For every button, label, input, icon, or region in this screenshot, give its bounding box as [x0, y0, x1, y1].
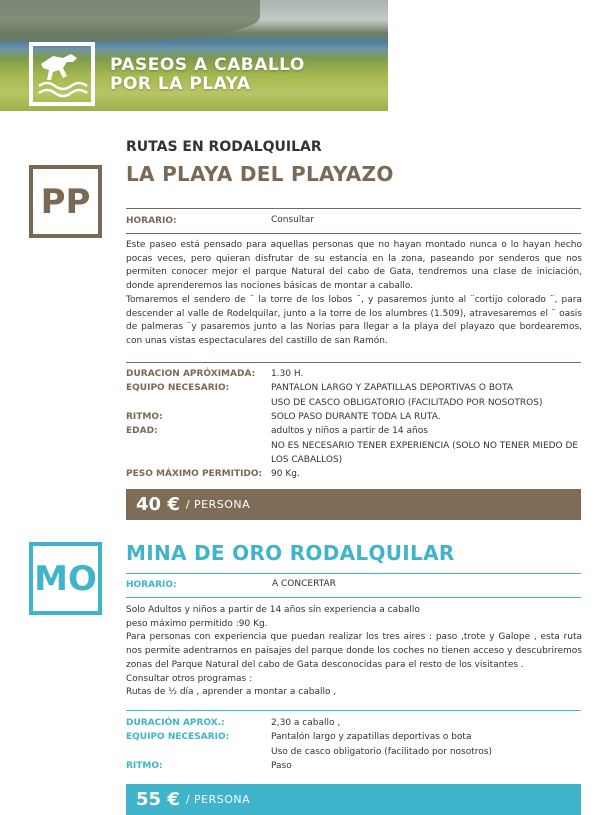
- route2-line: Solo Adultos y niños a partir de 14 años sin experiencia a caballo: [126, 605, 420, 615]
- header-title: [110, 56, 305, 94]
- section-title: RUTAS EN RODALQUILAR: [126, 139, 322, 155]
- route2-price-bar: [126, 784, 581, 815]
- detail-label: EQUIPO NECESARIO:: [126, 732, 230, 743]
- divider: [126, 233, 581, 234]
- detail-label: EDAD:: [126, 426, 158, 437]
- detail-value: 1.30 H.: [271, 369, 304, 379]
- horario-value: A CONCERTAR: [272, 579, 336, 589]
- header-banner: [0, 0, 388, 111]
- detail-label: RITMO:: [126, 411, 163, 422]
- route1-price-unit: / PERSONA: [185, 498, 251, 511]
- route1-title: LA PLAYA DEL PLAYAZO: [126, 162, 394, 186]
- horse-waves-icon: [29, 42, 95, 106]
- route2-badge: MO: [29, 542, 102, 615]
- header-title-line2: POR LA PLAYA: [110, 74, 251, 94]
- detail-value: USO DE CASCO OBLIGATORIO (FACILITADO POR NOSOTROS): [271, 397, 543, 408]
- detail-label: DURACION APRÓXIMADA:: [126, 369, 256, 379]
- divider: [126, 573, 581, 574]
- detail-label: RITMO:: [126, 760, 163, 771]
- detail-value: 90 Kg.: [271, 469, 300, 480]
- route2-title: MINA DE ORO RODALQUILAR: [126, 541, 455, 565]
- horario-label: HORARIO:: [126, 216, 177, 226]
- background-hill: [0, 0, 260, 42]
- route2-line: Rutas de ½ día , aprender a montar a caballo ,: [126, 687, 337, 698]
- detail-value: SOLO PASO DURANTE TODA LA RUTA.: [271, 411, 441, 422]
- detail-value: adultos y niños a partir de 14 años: [271, 426, 428, 437]
- detail-label: PESO MÁXIMO PERMITIDO:: [126, 469, 263, 480]
- route2-description: [126, 604, 582, 700]
- divider: [126, 710, 581, 711]
- route1-price: 40 €: [136, 494, 180, 515]
- route1-price-bar: [126, 489, 581, 520]
- route1-paragraph: Este paseo está pensado para aquellas personas que no hayan montado nunca o lo hayan hecho pocas veces, pero quieran disfrutar de su estancia en la zona, paseando por senderos que nos permiten conocer mejor el parque Natural del cabo de Gata, tendremos una clase de iniciación, donde aprenderemos las nociones básicas de montar a caballo.: [126, 240, 582, 292]
- detail-value: Uso de casco obligatorio (facilitado por nosotros): [271, 746, 492, 757]
- detail-value: LOS CABALLOS): [271, 454, 343, 465]
- route2-line: peso máximo permitido :90 Kg.: [126, 618, 268, 629]
- route1-description: [126, 239, 582, 349]
- route1-badge: PP: [29, 165, 102, 238]
- detail-value: PANTALON LARGO Y ZAPATILLAS DEPORTIVAS O BOTA: [271, 383, 513, 394]
- divider: [126, 208, 581, 209]
- route1-paragraph: Tomaremos el sendero de ¨ la torre de los lobos ¨, y pasaremos junto al ¨cortijo colorado ¨, para descender al valle de Rodelquilar, junto a la torre de los alumbres (1.509), atravesaremos el ¨ oasis de palmeras ¨y pasaremos junto a las Norias para llegar a la playa del playazo que bordearemos, con unas vistas espectaculares del castillo de san Ramón.: [126, 294, 582, 346]
- header-title-line1: PASEOS A CABALLO: [110, 55, 305, 75]
- divider: [126, 362, 581, 363]
- route2-price: 55 €: [136, 789, 180, 810]
- detail-value: 2,30 a caballo ,: [271, 718, 341, 728]
- detail-value: Paso: [271, 760, 292, 771]
- detail-label: EQUIPO NECESARIO:: [126, 383, 230, 394]
- detail-value: Pantalón largo y zapatillas deportivas o bota: [271, 732, 472, 743]
- detail-label: DURACIÓN APROX.:: [126, 718, 225, 728]
- route2-paragraph: Para personas con experiencia que puedan realizar los tres aires : paso ,trote y Galope , esta ruta nos permite adentrarnos en paisajes del parque donde los coches no tienen acceso y descubriremos zonas del Parque Natural del cabo de Gata desconocidas para el resto de los visitantes .: [126, 632, 582, 670]
- detail-value: NO ES NECESARIO TENER EXPERIENCIA (SOLO NO TENER MIEDO DE: [271, 440, 579, 451]
- route2-line: Consultar otros programas :: [126, 673, 253, 684]
- horario-value: Consultar: [271, 215, 315, 225]
- route2-price-unit: / PERSONA: [185, 793, 251, 806]
- horario-label: HORARIO:: [126, 580, 177, 590]
- divider: [126, 597, 581, 598]
